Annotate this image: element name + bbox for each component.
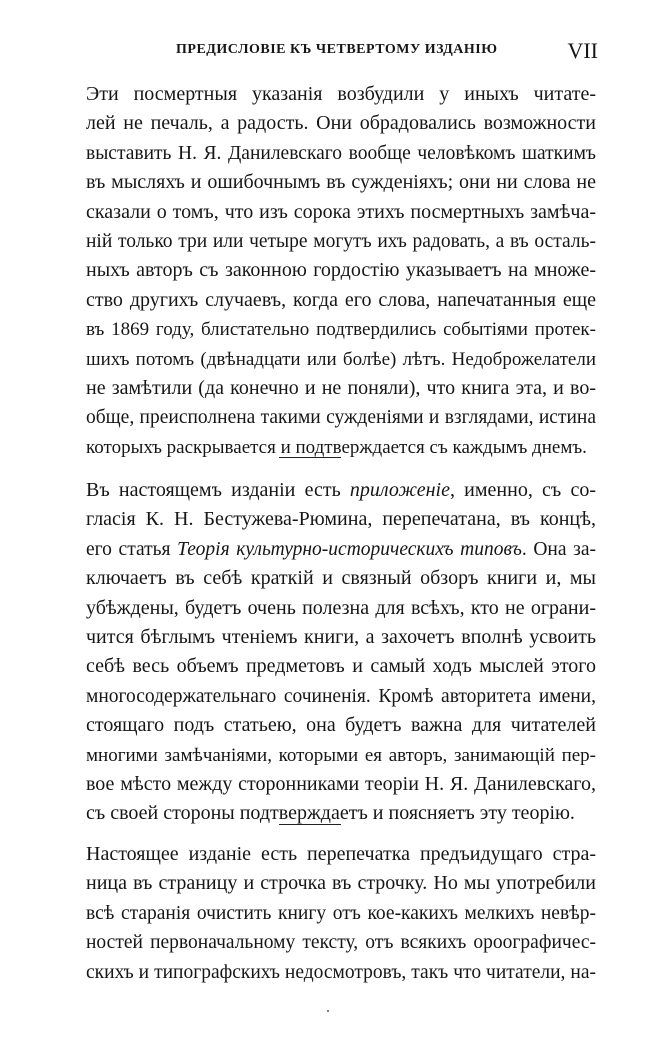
- text-line: ключаетъ въ себѣ краткій и связный обзоръ книги и, мы: [86, 567, 596, 590]
- text-line: выставить Н. Я. Данилевскаго вообще человѣкомъ шаткимъ: [86, 142, 596, 164]
- text-line: въ мысляхъ и ошибочнымъ въ сужденіяхъ; они ни слова не: [86, 171, 596, 194]
- section-divider: [279, 824, 341, 825]
- text-line: себѣ весь объемъ предметовъ и самый ходъ мыслей этого: [86, 655, 596, 678]
- running-header: [88, 38, 598, 64]
- running-title: ПРЕДИСЛОВІЕ КЪ ЧЕТВЕРТОМУ ИЗДАНІЮ: [176, 42, 498, 57]
- text-line: ныхъ авторъ съ законною гордостію указываетъ на множе-: [86, 259, 596, 282]
- text-line: ностей первоначальному тексту, отъ всякихъ ороографичес-: [86, 932, 596, 954]
- text-line: стоящаго подъ статьею, она будетъ важна для читателей: [86, 714, 596, 737]
- text-line: Настоящее изданіе есть перепечатка предъидущаго стра-: [86, 843, 596, 865]
- text-line: ство другихъ случаевъ, когда его слова, напечатанныя еще: [86, 288, 596, 311]
- text-line: съ своей стороны подтверждаетъ и поясняетъ эту теорію.: [86, 802, 575, 825]
- text-line: убѣждены, будетъ очень полезна для всѣхъ, кто не ограни-: [86, 596, 596, 619]
- text-line: которыхъ раскрывается и подтверждается съ каждымъ днемъ.: [86, 436, 587, 458]
- text-line: Въ настоящемъ изданіи есть приложеніе, именно, съ со-: [86, 479, 596, 501]
- text-line: въ 1869 году, блистательно подтвердились событіями протек-: [86, 319, 596, 341]
- text-line: скихъ и типографскихъ недосмотровъ, такъ что читатели, на-: [86, 961, 596, 983]
- paragraph-3: [86, 840, 596, 987]
- text-line: чится бѣглымъ чтеніемъ книги, а захочетъ вполнѣ усвоить: [86, 626, 596, 649]
- text-line: всѣ старанія очистить книгу отъ кое-какихъ мелкихъ невѣр-: [86, 902, 596, 924]
- text-line: гласія К. Н. Бестужева-Рюмина, перепечатана, въ концѣ,: [86, 508, 596, 531]
- page-number: VII: [567, 38, 598, 63]
- text-line: обще, преисполнена такими сужденіями и взглядами, истина: [86, 407, 596, 429]
- page-speck: [327, 1010, 329, 1012]
- paragraph-2: [86, 476, 596, 829]
- paragraph-1: [86, 80, 596, 462]
- text-line: его статья Теорія культурно-историческихъ типовъ. Она за-: [86, 538, 596, 560]
- text-line: многими замѣчаніями, которыми ея авторъ, занимающій пер-: [86, 744, 596, 766]
- text-line: вое мѣсто между сторонниками теоріи Н. Я. Данилевскаго,: [86, 773, 596, 796]
- section-divider: [279, 457, 341, 458]
- text-line: не замѣтили (да конечно и не поняли), что книга эта, и во-: [86, 377, 596, 400]
- text-line: Эти посмертныя указанія возбудили у иныхъ читате-: [86, 83, 596, 105]
- text-line: многосодержательнаго сочиненія. Кромѣ авторитета имени,: [86, 685, 596, 707]
- text-line: шихъ потомъ (двѣнадцати или болѣе) лѣтъ. Недоброжелатели: [86, 348, 596, 370]
- text-line: ній только три или четыре могутъ ихъ радовать, а въ осталь-: [86, 231, 596, 253]
- text-line: ница въ страницу и строчка въ строчку. Но мы употребили: [86, 872, 596, 895]
- text-line: сказали о томъ, что изъ сорока этихъ посмертныхъ замѣча-: [86, 200, 596, 223]
- text-line: лей не печаль, а радость. Они обрадовались возможности: [86, 112, 596, 135]
